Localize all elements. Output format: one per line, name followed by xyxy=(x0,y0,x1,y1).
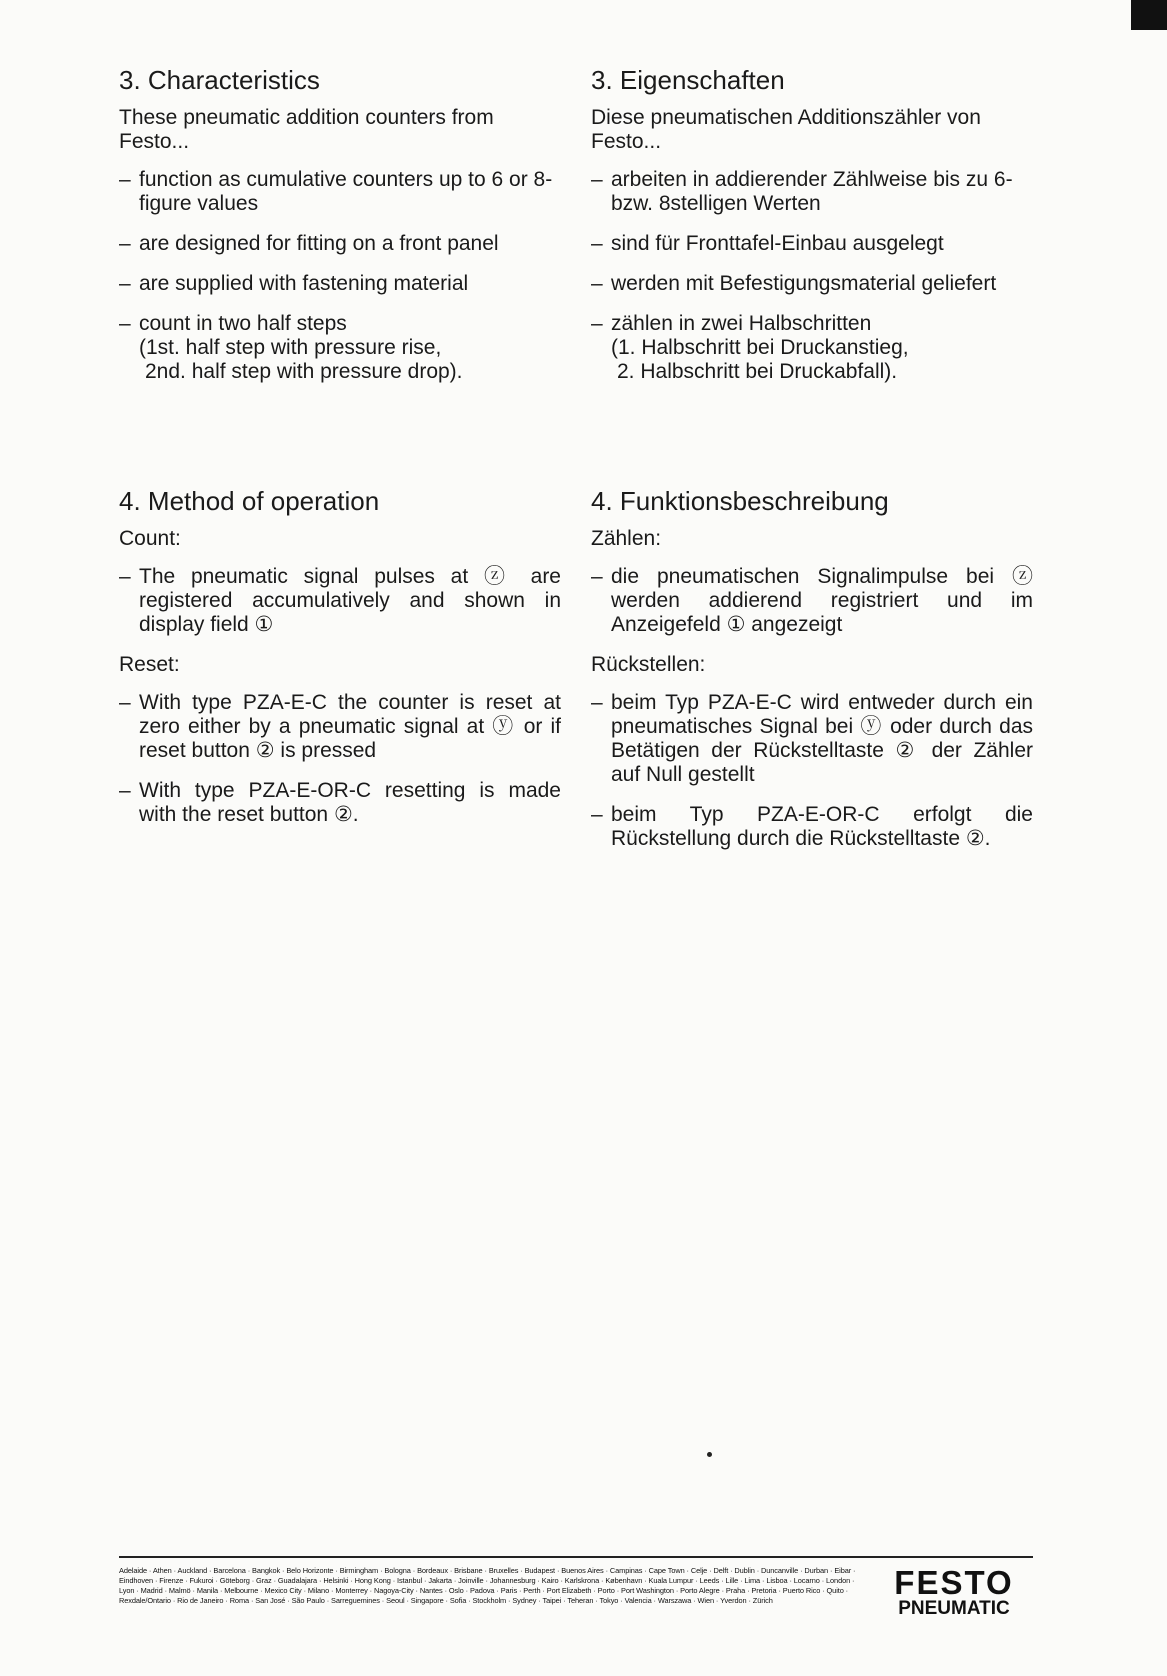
list-item-sub: (1st. half step with pressure rise, xyxy=(139,336,442,359)
section-title: 3. Eigenschaften xyxy=(591,65,785,95)
count-list xyxy=(119,565,561,637)
characteristics-list xyxy=(591,168,1033,384)
count-label: Zählen: xyxy=(591,527,662,550)
section-title: 4. Funktionsbeschreibung xyxy=(591,486,889,516)
scan-corner-mark xyxy=(1131,0,1167,30)
reset-label: Reset: xyxy=(119,653,180,676)
list-item xyxy=(119,312,561,384)
intro-text: These pneumatic addition counters from Festo... xyxy=(119,106,494,153)
list-item: – function as cumulative counters up to 6 or 8-figure values xyxy=(119,168,561,216)
scan-dot xyxy=(707,1452,712,1457)
list-item-sub: 2nd. half step with pressure drop). xyxy=(145,360,463,383)
list-item: – beim Typ PZA-E-OR-C erfolgt die Rückstellung durch die Rückstelltaste ②. xyxy=(591,803,1033,851)
intro-text: Diese pneumatischen Additionszähler von Festo... xyxy=(591,106,981,153)
characteristics-section-en xyxy=(119,64,561,400)
list-item-sub: 2. Halbschritt bei Druckabfall). xyxy=(617,360,898,383)
list-item: – With type PZA-E-OR-C resetting is made with the reset button ②. xyxy=(119,779,561,827)
list-item: – arbeiten in addierender Zählweise bis zu 6- bzw. 8stelligen Werten xyxy=(591,168,1033,216)
list-item xyxy=(591,312,1033,384)
characteristics-section-de xyxy=(591,64,1033,400)
logo-line-2: PNEUMATIC xyxy=(898,1598,1010,1619)
section-title: 3. Characteristics xyxy=(119,65,320,95)
characteristics-list xyxy=(119,168,561,384)
list-item: – die pneumatischen Signalimpulse bei ⓩ werden addierend registriert und im Anzeigefeld ① angezeigt xyxy=(591,565,1033,637)
list-item: – werden mit Befestigungsmaterial geliefert xyxy=(591,272,1033,296)
list-item: – are supplied with fastening material xyxy=(119,272,561,296)
section-title: 4. Method of operation xyxy=(119,486,380,516)
count-label: Count: xyxy=(119,527,181,550)
count-list xyxy=(591,565,1033,637)
list-item: – beim Typ PZA-E-C wird entweder durch ein pneumatisches Signal bei ⓨ oder durch das Betätigen der Rückstelltaste ② der Zähler auf Null gestellt xyxy=(591,691,1033,787)
operation-section-en xyxy=(119,485,561,843)
office-locations: Adelaide · Athen · Auckland · Barcelona · Bangkok · Belo Horizonte · Birmingham · Bologna · Bordeaux · Brisbane · Bruxelles · Budapest · Buenos Aires · Campinas · Cape Town · Celje · Delft · Dublin · Duncanville · Durban · Eibar · Eindhoven · Firenze · Fukuroi · Göteborg · Graz · Guadalajara · Helsinki · Hong Kong · Istanbul · Jakarta · Joinville · Johannesburg · Kairo · Karlskrona · København · Kuala Lumpur · Leeds · Lille · Lima · Lisboa · Locarno · London · Lyon · Madrid · Malmö · Manila · Melbourne · Mexico City · Milano · Monterrey · Nagoya-City · Nantes · Oslo · Padova · Paris · Perth · Port Elizabeth · Porto · Port Washington · Porto Alegre · Praha · Pretoria · Puerto Rico · Quito · Rexdale/Ontario · Rio de Janeiro · Roma · San José · São Paulo · Sarreguemines · Seoul · Singapore · Sofia · Stockholm · Sydney · Taipei · Teheran · Tokyo · Valencia · Warszawa · Wien · Yverdon · Zürich xyxy=(119,1566,856,1605)
operation-section-de xyxy=(591,485,1033,867)
logo-line-1: FESTO xyxy=(894,1564,1014,1601)
list-item: – With type PZA-E-C the counter is reset at zero either by a pneumatic signal at ⓨ or if reset button ② is pressed xyxy=(119,691,561,763)
list-item-main: – count in two half steps xyxy=(139,312,347,335)
list-item-main: – zählen in zwei Halbschritten xyxy=(611,312,872,335)
list-item: – The pneumatic signal pulses at ⓩ are registered accumulatively and shown in display field ① xyxy=(119,565,561,637)
festo-logo xyxy=(874,1564,1034,1620)
reset-label: Rückstellen: xyxy=(591,653,706,676)
reset-list xyxy=(591,691,1033,851)
footer-divider xyxy=(119,1556,1033,1558)
list-item: – sind für Fronttafel-Einbau ausgelegt xyxy=(591,232,1033,256)
reset-list xyxy=(119,691,561,827)
list-item-sub: (1. Halbschritt bei Druckanstieg, xyxy=(611,336,909,359)
list-item: – are designed for fitting on a front panel xyxy=(119,232,561,256)
